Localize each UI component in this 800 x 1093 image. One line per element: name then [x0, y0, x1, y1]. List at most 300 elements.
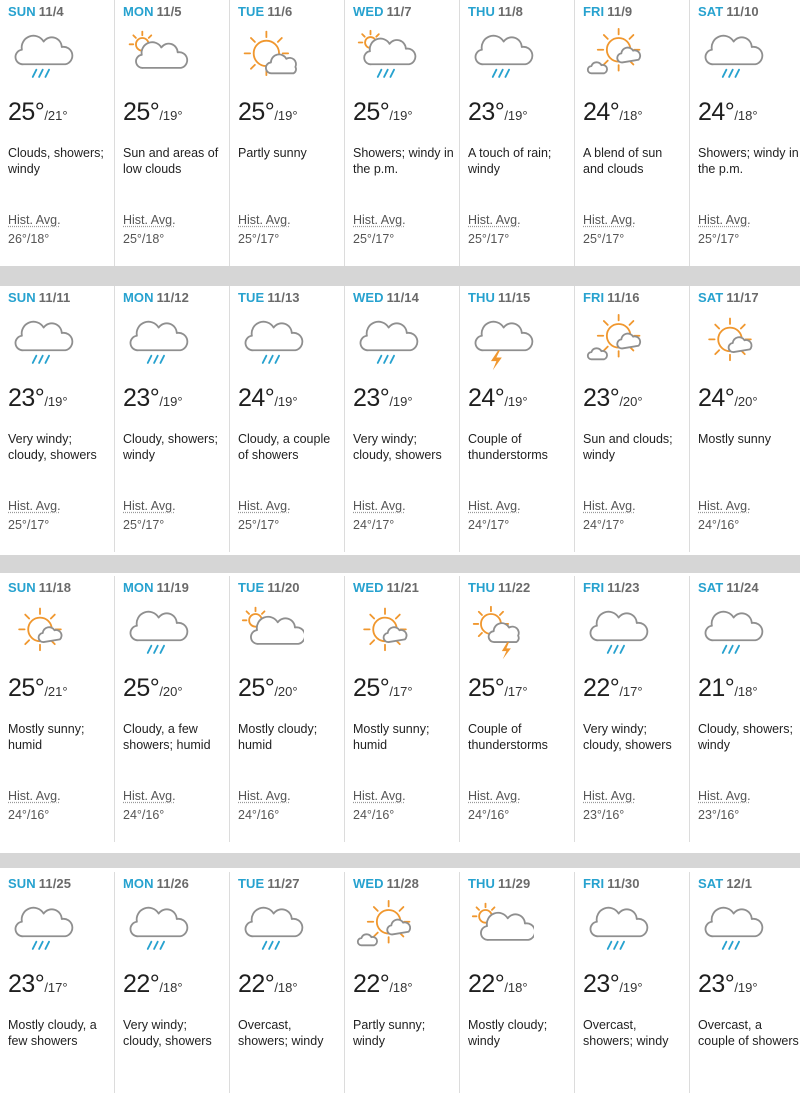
- day-of-week: FRI: [583, 4, 605, 19]
- forecast-phrase: Overcast, a couple of showers: [698, 1018, 799, 1048]
- forecast-phrase: A touch of rain; windy: [468, 146, 552, 176]
- day-forecast-card[interactable]: [345, 576, 460, 842]
- hist-avg-value: 23°/16°: [583, 808, 625, 822]
- month-day: 11/19: [156, 580, 189, 595]
- temperatures: [8, 98, 68, 127]
- day-date: [698, 876, 752, 891]
- low-temp: /18°: [734, 108, 758, 123]
- day-date: [353, 290, 419, 305]
- sun-thunderstorm-icon: [466, 604, 534, 662]
- day-of-week: SUN: [8, 876, 36, 891]
- low-temp: /20°: [274, 684, 298, 699]
- day-date: [238, 876, 300, 891]
- forecast-phrase: Cloudy, a few showers; humid: [123, 722, 211, 752]
- day-forecast-card[interactable]: [575, 576, 690, 842]
- forecast-phrase: Showers; windy in the p.m.: [698, 146, 799, 176]
- day-of-week: WED: [353, 290, 384, 305]
- high-temp: 23°: [583, 970, 620, 998]
- week-divider: [0, 853, 800, 868]
- high-temp: 25°: [353, 98, 390, 126]
- temperatures: [8, 674, 68, 703]
- forecast-phrase: Mostly sunny; humid: [8, 722, 85, 752]
- day-date: [353, 876, 419, 891]
- day-forecast-card[interactable]: [230, 576, 345, 842]
- mostly-sunny-icon: [6, 604, 74, 662]
- hist-avg-label: Hist. Avg.: [583, 213, 636, 227]
- low-temp: /18°: [389, 980, 413, 995]
- day-of-week: MON: [123, 876, 154, 891]
- hist-avg-label: Hist. Avg.: [123, 789, 176, 803]
- forecast-phrase: Cloudy, showers; windy: [123, 432, 218, 462]
- low-temp: /20°: [734, 394, 758, 409]
- hist-avg-value: 25°/17°: [238, 518, 280, 532]
- cloud-rain-icon: [6, 314, 74, 372]
- hist-avg-value: 24°/16°: [238, 808, 280, 822]
- day-of-week: FRI: [583, 580, 605, 595]
- day-forecast-card[interactable]: [0, 872, 115, 1093]
- forecast-phrase: A blend of sun and clouds: [583, 146, 663, 176]
- hist-avg-value: 25°/17°: [238, 232, 280, 246]
- high-temp: 24°: [468, 384, 505, 412]
- day-of-week: MON: [123, 580, 154, 595]
- forecast-phrase: Mostly sunny; humid: [353, 722, 430, 752]
- high-temp: 25°: [468, 674, 505, 702]
- low-temp: /20°: [619, 394, 643, 409]
- high-temp: 25°: [8, 98, 45, 126]
- hist-avg-value: 25°/17°: [123, 518, 165, 532]
- hist-avg-value: 25°/17°: [583, 232, 625, 246]
- sun-and-clouds-icon: [581, 314, 649, 372]
- day-date: [238, 290, 300, 305]
- day-of-week: THU: [468, 580, 496, 595]
- day-forecast-card[interactable]: [230, 286, 345, 552]
- hist-avg-label: Hist. Avg.: [353, 213, 406, 227]
- day-forecast-card[interactable]: [115, 286, 230, 552]
- day-of-week: TUE: [238, 290, 265, 305]
- low-temp: /19°: [504, 394, 528, 409]
- month-day: 11/15: [498, 290, 531, 305]
- cloud-rain-icon: [351, 314, 419, 372]
- high-temp: 23°: [698, 970, 735, 998]
- hist-avg-value: 25°/17°: [8, 518, 50, 532]
- forecast-phrase: Cloudy, a couple of showers: [238, 432, 331, 462]
- cloud-rain-icon: [121, 314, 189, 372]
- day-date: [698, 290, 759, 305]
- forecast-phrase: Mostly cloudy, a few showers: [8, 1018, 97, 1048]
- day-of-week: SUN: [8, 4, 36, 19]
- week-divider: [0, 555, 800, 573]
- high-temp: 25°: [238, 98, 275, 126]
- hist-avg-label: Hist. Avg.: [8, 789, 61, 803]
- cloud-rain-icon: [6, 900, 74, 958]
- temperatures: [353, 674, 413, 703]
- low-temp: /17°: [389, 684, 413, 699]
- month-day: 11/24: [726, 580, 759, 595]
- day-date: [698, 4, 759, 19]
- low-temp: /18°: [274, 980, 298, 995]
- hist-avg-value: 25°/17°: [698, 232, 740, 246]
- day-date: [353, 580, 419, 595]
- temperatures: [353, 384, 413, 413]
- temperatures: [468, 98, 528, 127]
- day-of-week: TUE: [238, 580, 265, 595]
- day-forecast-card[interactable]: [0, 576, 115, 842]
- high-temp: 23°: [123, 384, 160, 412]
- low-temp: /19°: [274, 108, 298, 123]
- high-temp: 23°: [8, 970, 45, 998]
- day-of-week: SUN: [8, 580, 36, 595]
- high-temp: 22°: [583, 674, 620, 702]
- day-of-week: SAT: [698, 580, 724, 595]
- month-day: 11/14: [386, 290, 419, 305]
- day-date: [238, 4, 292, 19]
- week-divider: [0, 266, 800, 286]
- hist-avg-value: 24°/16°: [123, 808, 165, 822]
- high-temp: 24°: [583, 98, 620, 126]
- month-day: 11/27: [267, 876, 300, 891]
- day-of-week: MON: [123, 4, 154, 19]
- day-forecast-card[interactable]: [690, 576, 800, 842]
- day-date: [583, 580, 640, 595]
- low-temp: /17°: [619, 684, 643, 699]
- hist-avg-label: Hist. Avg.: [238, 789, 291, 803]
- forecast-phrase: Overcast, showers; windy: [238, 1018, 324, 1048]
- day-of-week: TUE: [238, 4, 265, 19]
- high-temp: 23°: [8, 384, 45, 412]
- month-day: 11/21: [386, 580, 419, 595]
- sun-cloud-rain-icon: [351, 28, 419, 86]
- forecast-phrase: Very windy; cloudy, showers: [8, 432, 97, 462]
- temperatures: [698, 674, 758, 703]
- day-forecast-card[interactable]: [345, 0, 460, 266]
- hist-avg-value: 25°/18°: [123, 232, 165, 246]
- day-forecast-card[interactable]: [690, 286, 800, 552]
- low-temp: /18°: [619, 108, 643, 123]
- forecast-phrase: Mostly sunny: [698, 432, 771, 446]
- hist-avg-label: Hist. Avg.: [583, 499, 636, 513]
- month-day: 11/13: [267, 290, 300, 305]
- hist-avg-label: Hist. Avg.: [8, 213, 61, 227]
- hist-avg-value: 24°/16°: [468, 808, 510, 822]
- temperatures: [123, 98, 183, 127]
- hist-avg-value: 24°/17°: [583, 518, 625, 532]
- hist-avg-label: Hist. Avg.: [353, 789, 406, 803]
- mostly-sunny-icon: [696, 314, 764, 372]
- month-day: 11/20: [267, 580, 300, 595]
- hist-avg-label: Hist. Avg.: [123, 499, 176, 513]
- forecast-phrase: Cloudy, showers; windy: [698, 722, 793, 752]
- forecast-phrase: Partly sunny: [238, 146, 307, 160]
- temperatures: [468, 674, 528, 703]
- week-row: [0, 576, 800, 842]
- hist-avg-label: Hist. Avg.: [698, 789, 751, 803]
- forecast-phrase: Couple of thunderstorms: [468, 722, 548, 752]
- month-day: 11/8: [498, 4, 524, 19]
- mostly-sunny-icon: [351, 604, 419, 662]
- low-temp: /18°: [734, 684, 758, 699]
- month-day: 11/7: [386, 4, 412, 19]
- day-of-week: SUN: [8, 290, 36, 305]
- forecast-phrase: Mostly cloudy; windy: [468, 1018, 548, 1048]
- temperatures: [698, 970, 758, 999]
- high-temp: 25°: [238, 674, 275, 702]
- day-forecast-card[interactable]: [345, 286, 460, 552]
- hist-avg-value: 24°/17°: [468, 518, 510, 532]
- month-day: 11/6: [267, 4, 293, 19]
- week-row: [0, 0, 800, 266]
- day-of-week: FRI: [583, 290, 605, 305]
- day-date: [468, 290, 530, 305]
- low-temp: /19°: [734, 980, 758, 995]
- day-date: [583, 4, 632, 19]
- day-forecast-card[interactable]: [690, 872, 800, 1093]
- low-temp: /20°: [159, 684, 183, 699]
- low-temp: /18°: [504, 980, 528, 995]
- day-forecast-card[interactable]: [230, 872, 345, 1093]
- day-of-week: TUE: [238, 876, 265, 891]
- month-day: 11/18: [38, 580, 72, 595]
- hist-avg-label: Hist. Avg.: [698, 499, 751, 513]
- hist-avg-label: Hist. Avg.: [238, 499, 291, 513]
- high-temp: 25°: [8, 674, 45, 702]
- day-forecast-card[interactable]: [575, 872, 690, 1093]
- temperatures: [238, 970, 298, 999]
- hist-avg-label: Hist. Avg.: [468, 499, 521, 513]
- hist-avg-label: Hist. Avg.: [698, 213, 751, 227]
- day-date: [468, 4, 523, 19]
- temperatures: [353, 98, 413, 127]
- hist-avg-value: 25°/17°: [468, 232, 510, 246]
- cloud-rain-icon: [236, 900, 304, 958]
- hist-avg-value: 25°/17°: [353, 232, 395, 246]
- day-date: [8, 876, 71, 891]
- day-date: [468, 580, 530, 595]
- temperatures: [123, 384, 183, 413]
- low-temp: /17°: [44, 980, 68, 995]
- forecast-phrase: Mostly cloudy; humid: [238, 722, 318, 752]
- low-temp: /19°: [159, 108, 183, 123]
- cloud-rain-icon: [121, 604, 189, 662]
- temperatures: [698, 98, 758, 127]
- cloud-rain-icon: [236, 314, 304, 372]
- forecast-phrase: Partly sunny; windy: [353, 1018, 426, 1048]
- low-temp: /19°: [619, 980, 643, 995]
- low-temp: /21°: [44, 108, 68, 123]
- hist-avg-label: Hist. Avg.: [123, 213, 176, 227]
- forecast-phrase: Very windy; cloudy, showers: [583, 722, 672, 752]
- hist-avg-value: 26°/18°: [8, 232, 50, 246]
- day-forecast-card[interactable]: [460, 576, 575, 842]
- day-date: [123, 580, 189, 595]
- month-day: 11/26: [156, 876, 189, 891]
- forecast-phrase: Overcast, showers; windy: [583, 1018, 669, 1048]
- hist-avg-value: 24°/16°: [8, 808, 50, 822]
- month-day: 11/4: [38, 4, 64, 19]
- temperatures: [468, 970, 528, 999]
- day-of-week: WED: [353, 580, 384, 595]
- month-day: 11/10: [726, 4, 759, 19]
- cloud-rain-icon: [696, 604, 764, 662]
- day-date: [8, 4, 64, 19]
- hist-avg-value: 24°/17°: [353, 518, 395, 532]
- hist-avg-label: Hist. Avg.: [468, 213, 521, 227]
- day-forecast-card[interactable]: [0, 286, 115, 552]
- day-date: [583, 876, 640, 891]
- high-temp: 23°: [353, 384, 390, 412]
- month-day: 11/17: [726, 290, 759, 305]
- temperatures: [583, 970, 643, 999]
- day-forecast-card[interactable]: [0, 0, 115, 266]
- day-date: [123, 4, 182, 19]
- low-temp: /21°: [44, 684, 68, 699]
- cloud-lightning-icon: [466, 314, 534, 372]
- high-temp: 24°: [698, 98, 735, 126]
- temperatures: [583, 674, 643, 703]
- low-temp: /18°: [159, 980, 183, 995]
- low-temp: /19°: [274, 394, 298, 409]
- hist-avg-label: Hist. Avg.: [238, 213, 291, 227]
- day-date: [123, 290, 189, 305]
- cloud-rain-icon: [696, 28, 764, 86]
- hist-avg-label: Hist. Avg.: [583, 789, 636, 803]
- temperatures: [8, 384, 68, 413]
- cloud-rain-icon: [6, 28, 74, 86]
- high-temp: 25°: [123, 98, 160, 126]
- forecast-phrase: Sun and areas of low clouds: [123, 146, 219, 176]
- hist-avg-label: Hist. Avg.: [468, 789, 521, 803]
- temperatures: [468, 384, 528, 413]
- month-day: 11/12: [156, 290, 189, 305]
- temperatures: [698, 384, 758, 413]
- day-forecast-card[interactable]: [115, 872, 230, 1093]
- day-forecast-card[interactable]: [345, 872, 460, 1093]
- month-day: 11/25: [38, 876, 72, 891]
- month-day: 11/22: [498, 580, 531, 595]
- day-of-week: THU: [468, 876, 496, 891]
- partly-sunny-icon: [236, 28, 304, 86]
- day-forecast-card[interactable]: [230, 0, 345, 266]
- high-temp: 24°: [698, 384, 735, 412]
- hist-avg-value: 24°/16°: [698, 518, 740, 532]
- day-of-week: WED: [353, 4, 384, 19]
- day-forecast-card[interactable]: [575, 0, 690, 266]
- day-of-week: THU: [468, 4, 496, 19]
- day-forecast-card[interactable]: [690, 0, 800, 266]
- sun-behind-cloud-icon: [121, 28, 189, 86]
- day-of-week: SAT: [698, 4, 724, 19]
- cloud-rain-icon: [121, 900, 189, 958]
- sun-and-clouds-icon: [581, 28, 649, 86]
- day-of-week: THU: [468, 290, 496, 305]
- high-temp: 22°: [123, 970, 160, 998]
- sun-and-clouds-icon: [351, 900, 419, 958]
- month-day: 11/28: [386, 876, 419, 891]
- hist-avg-label: Hist. Avg.: [353, 499, 406, 513]
- day-date: [583, 290, 640, 305]
- low-temp: /19°: [44, 394, 68, 409]
- day-date: [468, 876, 530, 891]
- week-row: [0, 286, 800, 552]
- low-temp: /19°: [389, 394, 413, 409]
- forecast-phrase: Very windy; cloudy, showers: [353, 432, 442, 462]
- day-date: [8, 580, 71, 595]
- forecast-phrase: Very windy; cloudy, showers: [123, 1018, 212, 1048]
- temperatures: [583, 384, 643, 413]
- day-date: [8, 290, 70, 305]
- cloud-rain-icon: [581, 604, 649, 662]
- high-temp: 25°: [123, 674, 160, 702]
- month-day: 11/11: [38, 290, 71, 305]
- cloud-rain-icon: [581, 900, 649, 958]
- cloud-rain-icon: [466, 28, 534, 86]
- day-of-week: SAT: [698, 290, 724, 305]
- day-date: [698, 580, 759, 595]
- day-forecast-card[interactable]: [115, 0, 230, 266]
- day-forecast-card[interactable]: [460, 0, 575, 266]
- day-forecast-card[interactable]: [460, 286, 575, 552]
- day-date: [123, 876, 189, 891]
- month-day: 11/16: [607, 290, 640, 305]
- temperatures: [238, 98, 298, 127]
- temperatures: [8, 970, 68, 999]
- day-of-week: SAT: [698, 876, 724, 891]
- cloud-rain-icon: [696, 900, 764, 958]
- week-row: [0, 872, 800, 1093]
- day-of-week: WED: [353, 876, 384, 891]
- high-temp: 22°: [468, 970, 505, 998]
- forecast-phrase: Sun and clouds; windy: [583, 432, 673, 462]
- mostly-cloudy-icon: [236, 604, 304, 662]
- month-day: 11/29: [498, 876, 531, 891]
- low-temp: /19°: [504, 108, 528, 123]
- month-day: 11/5: [156, 4, 182, 19]
- forecast-phrase: Showers; windy in the p.m.: [353, 146, 454, 176]
- temperatures: [123, 970, 183, 999]
- temperatures: [238, 674, 298, 703]
- temperatures: [123, 674, 183, 703]
- day-forecast-card[interactable]: [460, 872, 575, 1093]
- forecast-phrase: Couple of thunderstorms: [468, 432, 548, 462]
- day-forecast-card[interactable]: [575, 286, 690, 552]
- temperatures: [583, 98, 643, 127]
- temperatures: [238, 384, 298, 413]
- high-temp: 23°: [583, 384, 620, 412]
- day-date: [353, 4, 412, 19]
- high-temp: 21°: [698, 674, 735, 702]
- high-temp: 25°: [353, 674, 390, 702]
- high-temp: 23°: [468, 98, 505, 126]
- temperatures: [353, 970, 413, 999]
- mostly-cloudy-icon: [466, 900, 534, 958]
- hist-avg-label: Hist. Avg.: [8, 499, 61, 513]
- low-temp: /19°: [389, 108, 413, 123]
- month-day: 12/1: [726, 876, 753, 891]
- day-date: [238, 580, 300, 595]
- month-day: 11/23: [607, 580, 640, 595]
- low-temp: /17°: [504, 684, 528, 699]
- high-temp: 22°: [353, 970, 390, 998]
- month-day: 11/9: [607, 4, 633, 19]
- day-forecast-card[interactable]: [115, 576, 230, 842]
- hist-avg-value: 24°/16°: [353, 808, 395, 822]
- high-temp: 22°: [238, 970, 275, 998]
- month-day: 11/30: [607, 876, 640, 891]
- high-temp: 24°: [238, 384, 275, 412]
- day-of-week: FRI: [583, 876, 605, 891]
- low-temp: /19°: [159, 394, 183, 409]
- hist-avg-value: 23°/16°: [698, 808, 740, 822]
- forecast-phrase: Clouds, showers; windy: [8, 146, 104, 176]
